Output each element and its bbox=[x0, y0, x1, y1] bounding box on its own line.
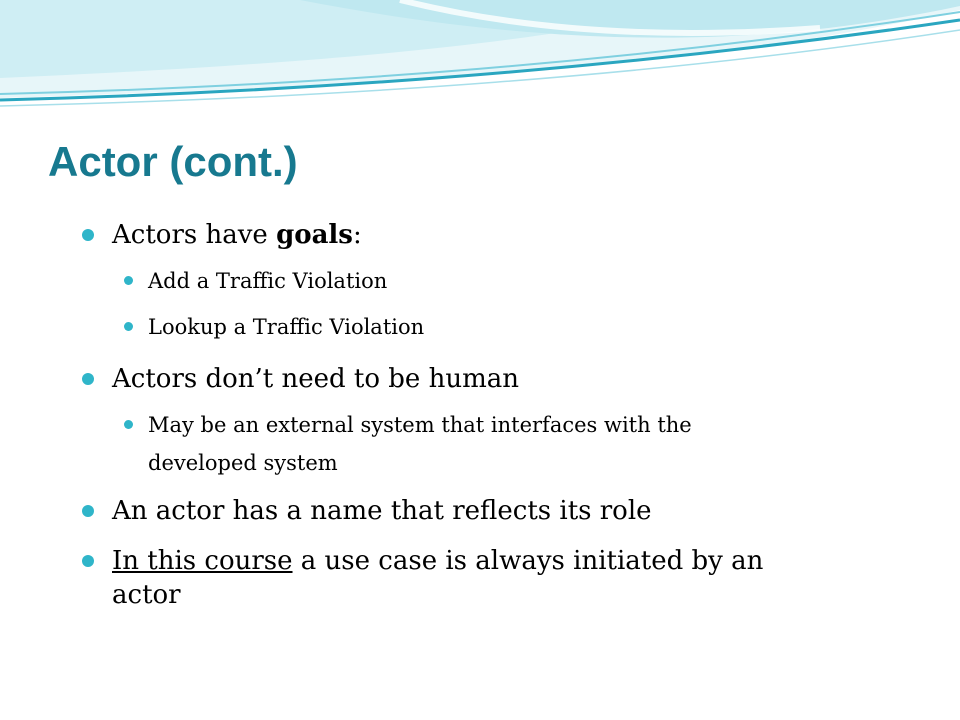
bullet-item-initiated: In this course a use case is always initiated by an actor bbox=[112, 544, 763, 612]
header-wave-decoration bbox=[0, 0, 960, 130]
bullet-dot-icon bbox=[124, 322, 133, 331]
bullet-dot-icon bbox=[82, 505, 94, 517]
bullet-item-name-role: An actor has a name that reflects its role bbox=[112, 494, 652, 528]
bullet-item-not-human: Actors don’t need to be human bbox=[112, 362, 519, 396]
slide-title: Actor (cont.) bbox=[48, 138, 298, 185]
underlined-text: In this course bbox=[112, 546, 293, 576]
bullet-item-add: Add a Traffic Violation bbox=[148, 262, 387, 300]
bullet-item-goals: Actors have goals: bbox=[112, 218, 362, 252]
bullet-item-external-system: May be an external system that interfaces with the developed system bbox=[148, 406, 692, 482]
bullet-dot-icon bbox=[124, 276, 133, 285]
bullet-dot-icon bbox=[82, 229, 94, 241]
bullet-dot-icon bbox=[82, 555, 94, 567]
bullet-item-lookup: Lookup a Traffic Violation bbox=[148, 308, 424, 346]
bold-text: goals bbox=[276, 220, 353, 250]
bullet-dot-icon bbox=[124, 420, 133, 429]
bullet-dot-icon bbox=[82, 373, 94, 385]
